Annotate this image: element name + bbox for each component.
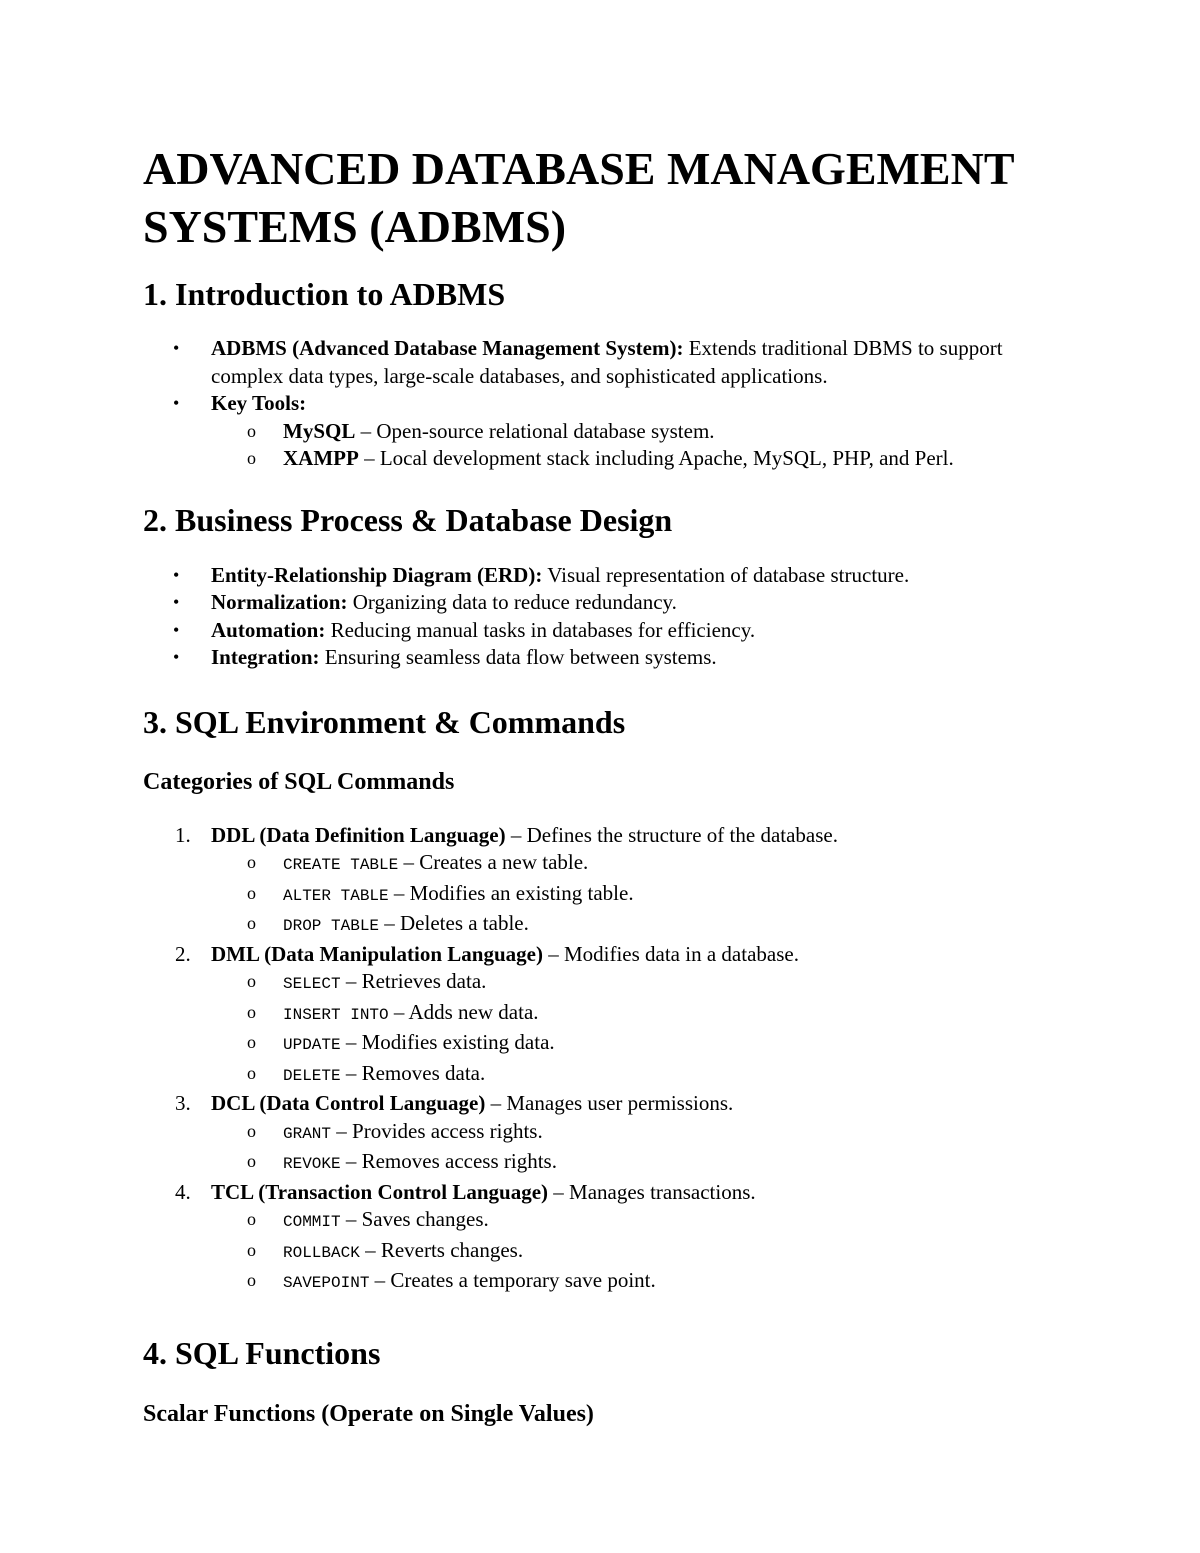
- command-code: SELECT: [283, 975, 341, 993]
- list-item: [143, 562, 1063, 590]
- item-desc: Organizing data to reduce redundancy.: [347, 590, 677, 614]
- list-item: [143, 390, 1063, 473]
- item-desc: – Adds new data.: [388, 999, 539, 1024]
- list-item: [143, 1206, 1063, 1237]
- item-term: TCL (Transaction Control Language): [211, 1179, 549, 1204]
- number-marker: 3.: [175, 1091, 191, 1115]
- list-item: [143, 968, 1063, 999]
- item-term: ADBMS (Advanced Database Management System):: [211, 336, 684, 360]
- command-list: [211, 849, 1063, 941]
- sub-marker: o: [247, 448, 256, 468]
- sub-marker: o: [247, 1209, 256, 1229]
- item-desc: – Manages user permissions.: [485, 1091, 734, 1115]
- item-desc: – Local development stack including Apache, MySQL, PHP, and Perl.: [358, 446, 954, 470]
- command-code: ROLLBACK: [283, 1243, 360, 1262]
- section-heading-sql-environment: 3. SQL Environment & Commands: [143, 703, 626, 740]
- list-item: [143, 1148, 1063, 1179]
- bullet-marker: •: [173, 338, 180, 358]
- section-heading-sql-functions: 4. SQL Functions: [143, 1334, 381, 1371]
- list-item: [143, 941, 1063, 1091]
- item-term: Key Tools:: [211, 391, 307, 415]
- command-code: INSERT INTO: [283, 1005, 389, 1024]
- command-code: CREATE TABLE: [283, 856, 399, 874]
- list-item: [143, 1237, 1063, 1268]
- list-item: [143, 999, 1063, 1030]
- sub-marker: o: [247, 1239, 256, 1260]
- list-item: [143, 849, 1063, 880]
- number-marker: 2.: [175, 941, 191, 966]
- list-item: [143, 1060, 1063, 1091]
- item-desc: – Manages transactions.: [548, 1179, 756, 1204]
- list-item: [143, 1179, 1063, 1298]
- item-desc: – Open-source relational database system.: [355, 418, 715, 443]
- list-item: [143, 1267, 1063, 1298]
- item-term: Entity-Relationship Diagram (ERD):: [211, 562, 543, 587]
- command-code: UPDATE: [283, 1036, 341, 1054]
- item-desc: – Creates a temporary save point.: [369, 1268, 656, 1292]
- item-desc: – Reverts changes.: [359, 1237, 524, 1262]
- command-code: GRANT: [283, 1124, 332, 1143]
- item-term: Integration:: [211, 645, 320, 669]
- list-item: [143, 880, 1063, 911]
- list-item: [143, 1029, 1063, 1060]
- bullet-marker: •: [173, 592, 180, 612]
- list-item: [143, 335, 1063, 390]
- sub-marker: o: [247, 1032, 256, 1052]
- command-code: ALTER TABLE: [283, 886, 389, 905]
- design-list: [143, 562, 1063, 672]
- command-list: [211, 1206, 1063, 1298]
- command-code: SAVEPOINT: [283, 1274, 370, 1292]
- command-code: REVOKE: [283, 1155, 341, 1173]
- command-code: DELETE: [283, 1066, 341, 1085]
- sub-marker: o: [247, 1120, 256, 1141]
- item-desc: – Defines the structure of the database.: [505, 822, 838, 847]
- list-item: [143, 589, 1063, 617]
- sql-categories-list: [143, 822, 1063, 1298]
- sub-marker: o: [247, 882, 256, 903]
- item-term: XAMPP: [283, 446, 359, 470]
- item-desc: – Removes access rights.: [340, 1149, 557, 1173]
- item-desc: Visual representation of database structure.: [542, 562, 910, 587]
- list-item: [143, 910, 1063, 941]
- bullet-marker: •: [173, 564, 180, 585]
- item-term: Automation:: [211, 617, 326, 642]
- item-term: DCL (Data Control Language): [211, 1091, 486, 1115]
- list-item: [143, 617, 1063, 645]
- list-item: [143, 1090, 1063, 1179]
- item-desc: – Creates a new table.: [398, 850, 589, 874]
- subheading-scalar-functions: Scalar Functions (Operate on Single Values): [143, 1400, 594, 1427]
- item-desc: Reducing manual tasks in databases for efficiency.: [325, 617, 756, 642]
- list-item: [143, 445, 1063, 473]
- sub-marker: o: [247, 1270, 256, 1290]
- item-desc: Extends traditional DBMS to support complex data types, large-scale databases, and sophisticated applications.: [211, 336, 1003, 388]
- item-term: MySQL: [283, 418, 356, 443]
- item-term: DDL (Data Definition Language): [211, 822, 506, 847]
- item-desc: – Deletes a table.: [379, 911, 529, 935]
- bullet-marker: •: [173, 647, 180, 667]
- list-item: [143, 1118, 1063, 1149]
- item-desc: Ensuring seamless data flow between systems.: [319, 645, 717, 669]
- command-code: COMMIT: [283, 1213, 341, 1231]
- list-item: [143, 644, 1063, 672]
- subheading-sql-categories: Categories of SQL Commands: [143, 768, 455, 795]
- item-desc: – Provides access rights.: [331, 1118, 543, 1143]
- sub-marker: o: [247, 913, 256, 933]
- sub-marker: o: [247, 971, 256, 991]
- item-desc: – Saves changes.: [340, 1207, 489, 1231]
- item-term: Normalization:: [211, 590, 348, 614]
- section-heading-business-process: 2. Business Process & Database Design: [143, 501, 673, 538]
- number-marker: 1.: [175, 822, 191, 847]
- number-marker: 4.: [175, 1179, 191, 1204]
- bullet-marker: •: [173, 619, 180, 640]
- sub-marker: o: [247, 1151, 256, 1171]
- item-desc: – Modifies existing data.: [340, 1030, 555, 1054]
- sub-marker: o: [247, 420, 256, 441]
- item-desc: – Retrieves data.: [340, 969, 487, 993]
- introduction-list: [143, 335, 1063, 473]
- tools-list: [211, 418, 1063, 473]
- sub-marker: o: [247, 1001, 256, 1022]
- command-code: DROP TABLE: [283, 917, 380, 935]
- document-page: [143, 140, 1063, 1429]
- sub-marker: o: [247, 1062, 256, 1083]
- page-title: ADVANCED DATABASE MANAGEMENT SYSTEMS (ADBMS): [143, 143, 1014, 252]
- item-desc: – Removes data.: [340, 1060, 486, 1085]
- item-desc: – Modifies an existing table.: [388, 880, 634, 905]
- list-item: [143, 822, 1063, 941]
- command-list: [211, 968, 1063, 1090]
- sub-marker: o: [247, 852, 256, 872]
- item-desc: – Modifies data in a database.: [542, 941, 799, 966]
- section-heading-introduction: 1. Introduction to ADBMS: [143, 276, 506, 312]
- bullet-marker: •: [173, 393, 180, 413]
- list-item: [143, 418, 1063, 446]
- item-term: DML (Data Manipulation Language): [211, 941, 543, 966]
- command-list: [211, 1118, 1063, 1179]
